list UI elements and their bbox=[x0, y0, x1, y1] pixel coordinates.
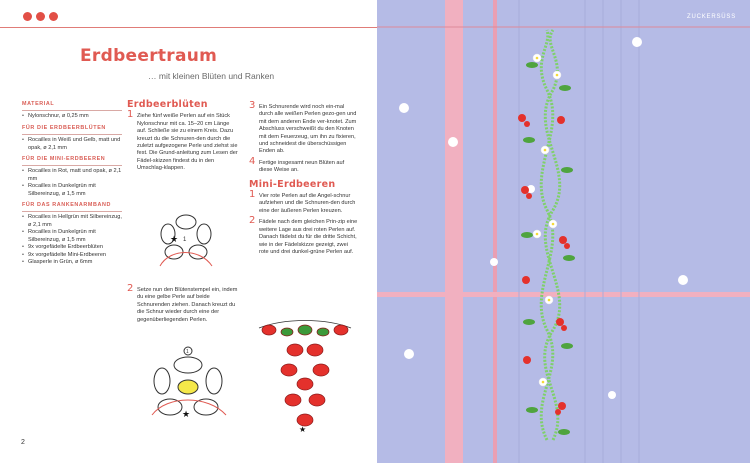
dot-icon bbox=[49, 12, 58, 21]
yellow-bead bbox=[178, 380, 198, 394]
material-item: • 9x vorgefädelte Erdbeerblüten bbox=[22, 244, 122, 251]
diagram-number: 1 bbox=[186, 349, 189, 355]
bead-outline bbox=[176, 215, 196, 229]
step-text: Fädele nach dem gleichen Prin-zip eine weitere Lage aus drei roten Perlen auf. Danach fädelst du für die dritte Schicht, wie in der Fädelskizze gezeigt, zwei rote und drei dunkel-grüne Perlen auf. bbox=[259, 219, 358, 255]
flower-diagram-2 bbox=[142, 345, 232, 425]
material-heading: MATERIAL bbox=[22, 101, 55, 107]
material-item: • 9x vorgefädelte Mini-Erdbeeren bbox=[22, 252, 122, 259]
dot-icon bbox=[23, 12, 32, 21]
step-number: 4 bbox=[249, 155, 256, 167]
material-item: • Nylonschnur, ø 0,25 mm bbox=[22, 113, 122, 120]
header-rule bbox=[0, 27, 377, 28]
page-title: Erdbeertraum bbox=[80, 46, 218, 66]
material-list bbox=[22, 101, 122, 266]
thread-line bbox=[160, 253, 212, 267]
instruction-step bbox=[127, 283, 239, 324]
step-number: 3 bbox=[249, 100, 256, 111]
pink-strip bbox=[493, 0, 497, 463]
erdbeerblueten-continued bbox=[249, 100, 359, 260]
group-heading: FÜR DIE MINI-ERDBEEREN bbox=[22, 156, 106, 163]
section-heading: Mini-Erdbeeren bbox=[249, 178, 336, 190]
erdbeerblueten-step2 bbox=[127, 283, 239, 328]
material-item: • Rocailles in Hellgrün mit Silbereinzug, ø 2,1 mm bbox=[22, 214, 122, 229]
instruction-step bbox=[249, 100, 359, 156]
star-icon: ★ bbox=[170, 235, 179, 245]
instruction-step bbox=[127, 109, 239, 172]
bead-outline bbox=[189, 245, 207, 259]
bead-outline bbox=[165, 245, 183, 259]
dot-icon bbox=[36, 12, 45, 21]
divider bbox=[22, 211, 122, 212]
material-item: • Rocailles in Weiß und Gelb, matt und opak, ø 2,1 mm bbox=[22, 137, 122, 152]
instruction-step bbox=[249, 189, 359, 215]
step-text: Ziehe fünf weiße Perlen auf ein Stück Nylonschnur mit ca. 15–20 cm Länge auf. Schließe sie zu einem Kreis. Dazu kreuzt du die Schnuren-den durch die zuletzt aufgezogene Perle und ziehst sie fest. Die Grund-anleitung zum Lesen der Fädel-skizzen findest du in den Umschlag-klappen. bbox=[137, 113, 238, 172]
instruction-step bbox=[249, 155, 359, 175]
divider bbox=[22, 165, 122, 166]
group-heading: FÜR DIE ERDBEERBLÜTEN bbox=[22, 124, 106, 131]
material-item: • Rocailles in Dunkelgrün mit Silbereinzug, ø 1,5 mm bbox=[22, 183, 122, 198]
step-text: Setze nun den Blütenstempel ein, indem du eine gelbe Perle auf beide Schnurenden ziehen. Danach kreuzt du die Schnur wieder durch eine der gegenüberliegenden Perlen. bbox=[137, 287, 238, 323]
decorative-dots bbox=[23, 12, 58, 21]
step-number: 1 bbox=[249, 189, 256, 201]
pink-strip bbox=[445, 0, 463, 463]
bracelet-photo bbox=[377, 0, 750, 463]
flower-diagram-1 bbox=[150, 208, 220, 268]
page-number: 2 bbox=[21, 439, 25, 446]
divider bbox=[22, 134, 122, 135]
material-item: • Rocailles in Rot, matt und opak, ø 2,1 mm bbox=[22, 168, 122, 183]
step-text: Vier rote Perlen auf die Angel-schnur aufziehen und die Schnuren-den durch eine der äußeren Perlen kreuzen. bbox=[259, 193, 356, 214]
step-number: 2 bbox=[249, 215, 256, 227]
strawberry-diagram bbox=[255, 318, 355, 436]
step-text: Ein Schnurende wird noch ein-mal durch alle weißen Perlen gezo-gen und mit dem anderen Ende ver-knotet. Zum Abschluss verschweißt du den Knoten mit dem Feuerzeug, um ihn zu fixieren, und schneidest die überschüssigen Enden ab. bbox=[259, 104, 357, 155]
star-icon: ★ bbox=[299, 425, 307, 434]
pink-strip bbox=[377, 292, 750, 297]
erdbeerblueten-section bbox=[127, 101, 239, 177]
section-heading: Erdbeerblüten bbox=[127, 99, 208, 110]
star-icon: ★ bbox=[182, 410, 191, 420]
step-number: 1 bbox=[127, 109, 134, 121]
instruction-step bbox=[249, 215, 359, 256]
material-item: • Glasperle in Grün, ø 6mm bbox=[22, 259, 122, 266]
diagram-number: 1 bbox=[183, 237, 187, 243]
page-subtitle: … mit kleinen Blüten und Ranken bbox=[148, 71, 275, 81]
divider bbox=[22, 110, 122, 111]
section-tag: ZUCKERSÜSS bbox=[686, 14, 736, 20]
step-text: Fertige insgesamt neun Blüten auf diese Weise an. bbox=[259, 159, 345, 174]
bead-outline bbox=[197, 224, 211, 244]
step-number: 2 bbox=[127, 283, 134, 294]
group-heading: FÜR DAS RANKENARMBAND bbox=[22, 202, 111, 209]
photo-page bbox=[377, 0, 750, 463]
material-item: • Rocailles in Dunkelgrün mit Silbereinzug, ø 1,5 mm bbox=[22, 229, 122, 244]
